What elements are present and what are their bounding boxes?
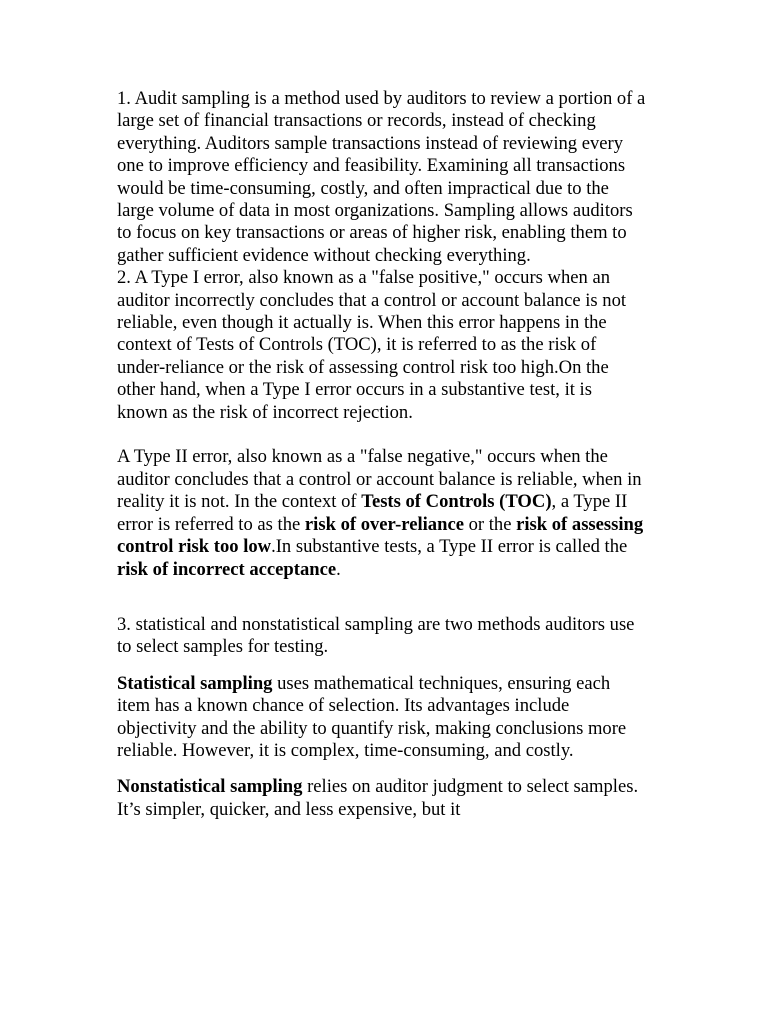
statistical-sampling-term: Statistical sampling	[117, 672, 273, 694]
type-2-text-3: or the	[463, 513, 517, 535]
paragraph-spacing	[117, 762, 647, 776]
blank-space	[117, 581, 647, 614]
paragraph-spacing	[117, 659, 647, 673]
document-page	[117, 88, 647, 821]
answer-2-type-2-paragraph	[117, 446, 647, 580]
nonstatistical-sampling-term: Nonstatistical sampling	[117, 776, 303, 798]
nonstatistical-sampling-text: relies on auditor judgment to select samples. It’s simpler, quicker, and less expensive, but it	[117, 776, 639, 820]
type-2-text-4: .In substantive tests, a Type II error is called the	[271, 536, 628, 558]
statistical-sampling-text: uses mathematical techniques, ensuring each item has a known chance of selection. Its advantages include objectivity and the ability to quantify risk, making conclusions more reliable. However, it is complex, time-consuming, and costly.	[117, 672, 627, 761]
type-2-bold-incorrect-acceptance: risk of incorrect acceptance	[117, 558, 337, 580]
type-2-text-1: A Type II error, also known as a "false negative," occurs when the auditor concludes that a control or account balance is reliable, when in reality it is not. In the context of	[117, 446, 642, 513]
statistical-sampling-paragraph	[117, 673, 647, 763]
answer-3-intro-paragraph: 3. statistical and nonstatistical sampling are two methods auditors use to select samples for testing.	[117, 613, 635, 658]
answer-2-type-1-paragraph: 2. A Type I error, also known as a "false positive," occurs when an auditor incorrectly concludes that a control or account balance is not reliable, even though it actually is. When this error happens in the context of Tests of Controls (TOC), it is referred to as the risk of under-reliance or the risk of assessing control risk too high.On the other hand, when a Type I error occurs in a substantive test, it is known as the risk of incorrect rejection.	[117, 267, 627, 423]
type-2-bold-control-risk-too-low: risk of assessing control risk too low	[117, 513, 644, 558]
type-2-text-5: .	[336, 558, 341, 580]
blank-line	[117, 424, 647, 446]
type-2-bold-tests-of-controls: Tests of Controls (TOC)	[361, 491, 552, 513]
nonstatistical-sampling-paragraph	[117, 776, 647, 821]
type-2-text-2: , a Type II error is referred to as the	[117, 491, 628, 535]
type-2-bold-over-reliance: risk of over-reliance	[304, 513, 464, 535]
answer-1-paragraph: 1. Audit sampling is a method used by auditors to review a portion of a large set of financial transactions or records, instead of checking everything. Auditors sample transactions instead of reviewing every one to improve efficiency and feasibility. Examining all transactions would be time-consuming, costly, and often impractical due to the large volume of data in most organizations. Sampling allows auditors to focus on key transactions or areas of higher risk, enabling them to gather sufficient evidence without checking everything.	[117, 88, 646, 266]
